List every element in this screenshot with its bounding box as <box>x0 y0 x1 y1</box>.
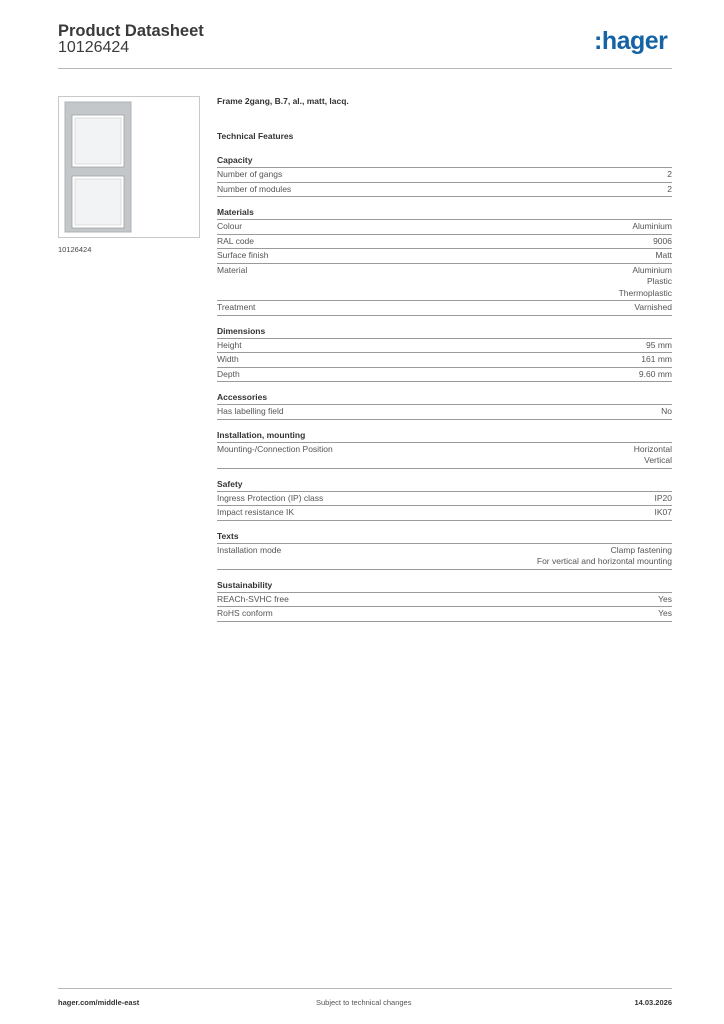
spec-value <box>284 406 672 418</box>
product-title: Frame 2gang, B.7, al., matt, lacq. <box>217 96 349 106</box>
page-title: Product Datasheet <box>58 22 204 40</box>
spec-row <box>217 301 672 316</box>
spec-label: Has labelling field <box>217 406 284 416</box>
spec-section <box>217 206 672 316</box>
spec-value-line: 2 <box>667 183 672 194</box>
spec-label: Depth <box>217 368 240 379</box>
image-caption: 10126424 <box>58 245 92 254</box>
spec-row <box>217 353 672 368</box>
section-title: Capacity <box>217 154 672 168</box>
spec-value-line: Yes <box>658 608 672 618</box>
spec-value-line: Thermoplastic <box>618 287 672 298</box>
spec-table <box>217 154 672 631</box>
spec-label: Treatment <box>217 302 256 312</box>
spec-value <box>247 265 672 300</box>
spec-label: Colour <box>217 221 243 231</box>
spec-row <box>217 593 672 608</box>
spec-label: Number of modules <box>217 183 292 194</box>
spec-value-line: Vertical <box>644 455 672 465</box>
spec-value-line: Aluminium <box>632 221 672 231</box>
spec-section <box>217 478 672 521</box>
product-image-box <box>58 96 200 238</box>
hager-logo <box>594 26 674 58</box>
technical-features-heading: Technical Features <box>217 131 294 141</box>
footer-notice: Subject to technical changes <box>316 998 412 1007</box>
section-title: Materials <box>217 206 672 220</box>
spec-label: REACh-SVHC free <box>217 593 289 604</box>
spec-value <box>240 369 672 381</box>
header-divider <box>58 68 672 69</box>
spec-row <box>217 220 672 235</box>
spec-row <box>217 235 672 250</box>
spec-value-line: Clamp fastening <box>610 544 672 555</box>
spec-value-line: 2 <box>667 169 672 179</box>
spec-value <box>281 545 672 568</box>
footer-divider <box>58 988 672 989</box>
spec-label: RAL code <box>217 235 255 246</box>
svg-text::hager: :hager <box>594 27 668 55</box>
spec-value-line: Yes <box>658 593 672 604</box>
spec-value-line: 161 mm <box>641 354 672 364</box>
section-title: Accessories <box>217 391 672 405</box>
spec-label: RoHS conform <box>217 608 273 618</box>
spec-value-line: Aluminium <box>632 264 672 275</box>
spec-label: Surface finish <box>217 250 269 260</box>
spec-value <box>289 594 672 606</box>
spec-section <box>217 579 672 622</box>
spec-value-line: Horizontal <box>633 443 672 454</box>
spec-label: Installation mode <box>217 544 282 555</box>
spec-row <box>217 506 672 521</box>
spec-value-line: IP20 <box>654 492 672 503</box>
spec-value <box>291 184 672 196</box>
spec-label: Width <box>217 354 239 364</box>
spec-value <box>254 236 672 248</box>
spec-row <box>217 607 672 622</box>
spec-row <box>217 183 672 198</box>
spec-value-line: 9006 <box>653 235 672 246</box>
spec-value <box>239 354 672 366</box>
spec-row <box>217 339 672 354</box>
spec-row <box>217 249 672 264</box>
spec-value <box>282 169 672 181</box>
spec-label: Number of gangs <box>217 169 283 179</box>
spec-section <box>217 429 672 469</box>
spec-section <box>217 391 672 420</box>
spec-value-line: For vertical and horizontal mounting <box>536 556 672 566</box>
section-title: Safety <box>217 478 672 492</box>
spec-section <box>217 530 672 570</box>
section-title: Texts <box>217 530 672 544</box>
spec-label: Height <box>217 339 242 350</box>
spec-section <box>217 154 672 197</box>
spec-value <box>242 221 672 233</box>
spec-value <box>242 340 672 352</box>
spec-value-line: No <box>661 406 672 416</box>
spec-value-line: 95 mm <box>646 339 672 350</box>
spec-label: Material <box>217 264 248 275</box>
spec-value <box>255 302 672 314</box>
spec-section <box>217 325 672 383</box>
spec-value-line: Plastic <box>646 276 672 286</box>
footer-website-link[interactable]: hager.com/middle-east <box>58 998 140 1007</box>
spec-value <box>273 608 672 620</box>
spec-row <box>217 405 672 420</box>
spec-value <box>333 444 672 467</box>
spec-value-line: IK07 <box>654 507 672 517</box>
spec-label: Mounting-/Connection Position <box>217 443 333 454</box>
section-title: Sustainability <box>217 579 672 593</box>
spec-row <box>217 368 672 383</box>
footer-date: 14.03.2026 <box>634 998 672 1007</box>
product-number: 10126424 <box>58 39 130 56</box>
spec-row <box>217 443 672 469</box>
spec-label: Impact resistance IK <box>217 507 295 517</box>
spec-row <box>217 544 672 570</box>
spec-row <box>217 264 672 302</box>
product-image <box>62 100 196 234</box>
spec-value <box>294 507 672 519</box>
spec-value-line: 9.60 mm <box>638 368 672 379</box>
section-title: Dimensions <box>217 325 672 339</box>
spec-value <box>269 250 673 262</box>
spec-row <box>217 492 672 507</box>
spec-row <box>217 168 672 183</box>
section-title: Installation, mounting <box>217 429 672 443</box>
spec-value-line: Matt <box>655 250 672 260</box>
spec-label: Ingress Protection (IP) class <box>217 492 324 503</box>
spec-value <box>323 493 672 505</box>
spec-value-line: Varnished <box>634 302 672 312</box>
